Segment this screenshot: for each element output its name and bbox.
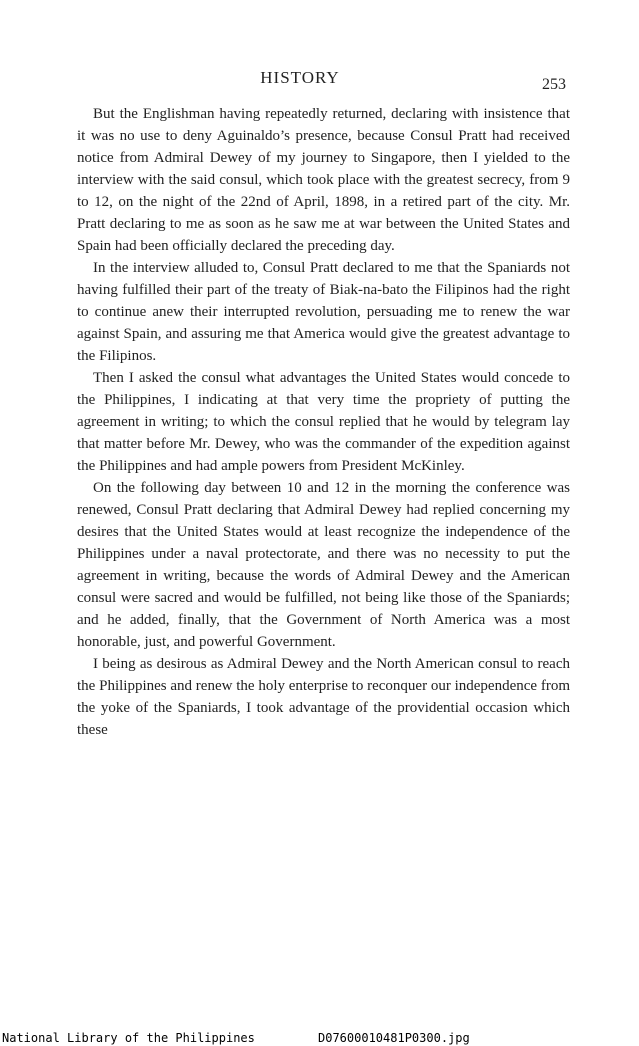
scan-footer — [0, 1030, 639, 1046]
running-title: HISTORY — [260, 68, 340, 87]
footer-filename: D07600010481P0300.jpg — [318, 1031, 470, 1045]
footer-library-name: National Library of the Philippines — [2, 1031, 255, 1045]
page-number: 253 — [542, 76, 566, 93]
paragraph-1: But the Englishman having repeatedly returned, declaring with insistence that it was no use to deny Aguinaldo’s presence, because Consul Pratt had received notice from Admiral Dewey of my journey to Singapore, then I yielded to the interview with the said consul, which took place with the greatest secrecy, from 9 to 12, on the night of the 22nd of April, 1898, in a retired part of the city. Mr. Pratt declaring to me as soon as he saw me at war between the United States and Spain had been officially declared the preceding day. — [77, 106, 570, 254]
page-header — [0, 66, 639, 94]
paragraph-3: Then I asked the consul what advantages the United States would concede to the Philippines, I indicating at that very time the propriety of putting the agreement in writing; to which the consul replied that he would by telegram lay that matter before Mr. Dewey, who was the commander of the expedition against the Philippines and had ample powers from President McKinley. — [77, 370, 570, 474]
body-text — [77, 103, 570, 741]
paragraph-2: In the interview alluded to, Consul Pratt declared to me that the Spaniards not having fulfilled their part of the treaty of Biak-na-bato the Filipinos had the right to continue anew their interrupted revolution, persuading me to renew the war against Spain, and assuring me that America would give the greatest advantage to the Filipinos. — [77, 260, 570, 364]
paragraph-5: I being as desirous as Admiral Dewey and the North American consul to reach the Philippines and renew the holy enterprise to reconquer our independence from the yoke of the Spaniards, I took advantage of the providential occasion which these — [77, 656, 570, 738]
paragraph-4: On the following day between 10 and 12 in the morning the conference was renewed, Consul Pratt declaring that Admiral Dewey had replied concerning my desires that the United States would at least recognize the independence of the Philippines under a naval protectorate, and there was no necessity to put the agreement in writing, because the words of Admiral Dewey and the American consul were sacred and would be fulfilled, not being like those of the Spaniards; and he added, finally, that the Government of North America was a most honorable, just, and powerful Government. — [77, 480, 570, 650]
